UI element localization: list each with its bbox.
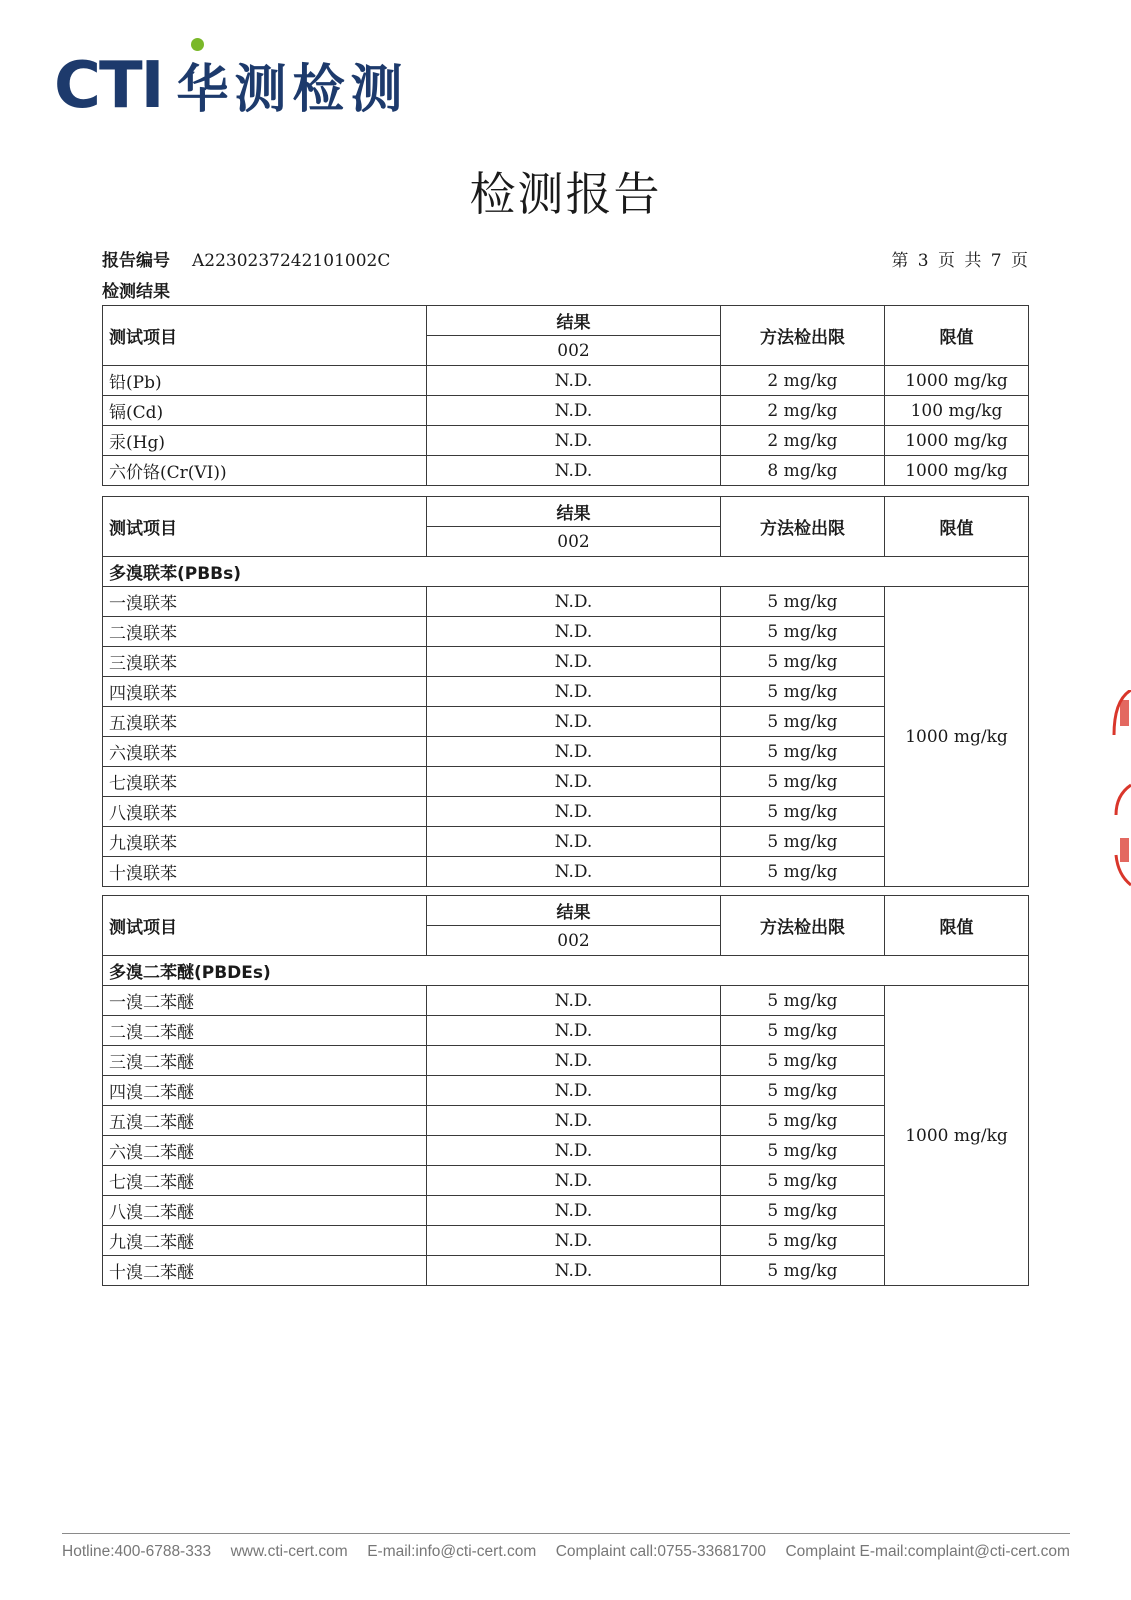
cell-result: N.D. [427,587,721,617]
header-result: 结果 [427,896,721,926]
cell-mdl: 5 mg/kg [721,587,885,617]
cell-mdl: 5 mg/kg [721,737,885,767]
cell-limit: 100 mg/kg [885,396,1029,426]
cell-limit: 1000 mg/kg [885,366,1029,396]
cell-mdl: 2 mg/kg [721,366,885,396]
cell-result: N.D. [427,737,721,767]
cell-item: 三溴二苯醚 [103,1046,427,1076]
results-table-pbdes [102,895,1029,1286]
table-row [103,396,1029,426]
header-item: 测试项目 [103,497,427,557]
cell-result: N.D. [427,1196,721,1226]
cell-mdl: 5 mg/kg [721,1256,885,1286]
cell-item: 四溴二苯醚 [103,1076,427,1106]
header-result: 结果 [427,306,721,336]
header-sample-id: 002 [427,527,721,557]
cell-mdl: 5 mg/kg [721,1136,885,1166]
footer-complaint-email[interactable]: Complaint E-mail:complaint@cti-cert.com [785,1543,1070,1560]
footer-divider [62,1533,1070,1534]
cell-result: N.D. [427,617,721,647]
header-result: 结果 [427,497,721,527]
table-header-row [103,896,1029,926]
header-limit: 限值 [885,896,1029,956]
cell-item: 二溴二苯醚 [103,1016,427,1046]
cell-result: N.D. [427,1256,721,1286]
group-label-pbdes: 多溴二苯醚(PBDEs) [103,956,1029,986]
cell-result: N.D. [427,426,721,456]
table-header-row [103,306,1029,336]
company-logo [54,42,409,123]
cell-result: N.D. [427,797,721,827]
header-mdl: 方法检出限 [721,497,885,557]
footer-website[interactable]: www.cti-cert.com [230,1543,348,1560]
report-no-value: A2230237242101002C [192,251,391,271]
results-table-pbbs [102,496,1029,887]
cell-item: 一溴联苯 [103,587,427,617]
cell-mdl: 2 mg/kg [721,426,885,456]
cell-limit-merged: 1000 mg/kg [885,587,1029,887]
report-no-label: 报告编号 [102,251,170,271]
cell-mdl: 5 mg/kg [721,1166,885,1196]
group-label-pbbs: 多溴联苯(PBBs) [103,557,1029,587]
cell-mdl: 5 mg/kg [721,1106,885,1136]
cell-result: N.D. [427,456,721,486]
cell-item: 九溴联苯 [103,827,427,857]
cell-mdl: 5 mg/kg [721,1016,885,1046]
cell-item: 三溴联苯 [103,647,427,677]
group-row [103,956,1029,986]
cell-mdl: 5 mg/kg [721,1046,885,1076]
header-mdl: 方法检出限 [721,896,885,956]
cell-result: N.D. [427,1226,721,1256]
logo-cti-text: CTI [54,49,163,123]
footer [62,1543,1070,1561]
cell-item: 七溴联苯 [103,767,427,797]
cell-item: 镉(Cd) [103,396,427,426]
footer-complaint-call: Complaint call:0755-33681700 [555,1543,766,1560]
cell-result: N.D. [427,396,721,426]
logo-cn-text: 华测检测 [176,60,409,120]
cell-result: N.D. [427,767,721,797]
cell-item: 八溴联苯 [103,797,427,827]
cell-item: 五溴二苯醚 [103,1106,427,1136]
footer-email[interactable]: E-mail:info@cti-cert.com [367,1543,537,1560]
cell-item: 六价铬(Cr(VI)) [103,456,427,486]
cell-result: N.D. [427,1046,721,1076]
header-sample-id: 002 [427,926,721,956]
cell-mdl: 5 mg/kg [721,617,885,647]
cell-mdl: 5 mg/kg [721,797,885,827]
cell-result: N.D. [427,707,721,737]
cell-item: 汞(Hg) [103,426,427,456]
cell-result: N.D. [427,986,721,1016]
page-number: 第 3 页 共 7 页 [891,251,1028,271]
header-mdl: 方法检出限 [721,306,885,366]
cell-item: 六溴联苯 [103,737,427,767]
table-row [103,456,1029,486]
cell-limit: 1000 mg/kg [885,456,1029,486]
cell-mdl: 5 mg/kg [721,986,885,1016]
table-header-row [103,497,1029,527]
header-limit: 限值 [885,306,1029,366]
cell-mdl: 5 mg/kg [721,857,885,887]
cell-mdl: 5 mg/kg [721,707,885,737]
table-row [103,587,1029,617]
section-title: 检测结果 [102,282,170,302]
cell-item: 九溴二苯醚 [103,1226,427,1256]
cell-item: 铅(Pb) [103,366,427,396]
cell-item: 七溴二苯醚 [103,1166,427,1196]
cell-result: N.D. [427,1016,721,1046]
cell-item: 八溴二苯醚 [103,1196,427,1226]
cell-item: 十溴二苯醚 [103,1256,427,1286]
table-row [103,426,1029,456]
cell-limit-merged: 1000 mg/kg [885,986,1029,1286]
cell-mdl: 5 mg/kg [721,677,885,707]
cell-mdl: 8 mg/kg [721,456,885,486]
cell-result: N.D. [427,827,721,857]
cell-result: N.D. [427,1166,721,1196]
cell-item: 一溴二苯醚 [103,986,427,1016]
group-row [103,557,1029,587]
header-sample-id: 002 [427,336,721,366]
cell-result: N.D. [427,857,721,887]
cell-mdl: 5 mg/kg [721,1196,885,1226]
cell-result: N.D. [427,647,721,677]
report-title: 检测报告 [469,167,662,221]
results-table-metals [102,305,1029,486]
cell-result: N.D. [427,1106,721,1136]
header-limit: 限值 [885,497,1029,557]
cell-mdl: 5 mg/kg [721,767,885,797]
cell-mdl: 5 mg/kg [721,827,885,857]
cell-item: 二溴联苯 [103,617,427,647]
cell-result: N.D. [427,366,721,396]
cell-mdl: 5 mg/kg [721,1076,885,1106]
header-item: 测试项目 [103,306,427,366]
cell-result: N.D. [427,1136,721,1166]
cell-item: 四溴联苯 [103,677,427,707]
cell-mdl: 5 mg/kg [721,647,885,677]
seal-stamp-icon [1112,690,1131,890]
footer-hotline: Hotline:400-6788-333 [62,1543,212,1560]
header-item: 测试项目 [103,896,427,956]
cell-mdl: 5 mg/kg [721,1226,885,1256]
cell-limit: 1000 mg/kg [885,426,1029,456]
cell-item: 五溴联苯 [103,707,427,737]
logo-dot-icon [191,38,204,51]
cell-result: N.D. [427,677,721,707]
table-row [103,986,1029,1016]
report-meta [102,246,1028,270]
cell-mdl: 2 mg/kg [721,396,885,426]
cell-result: N.D. [427,1076,721,1106]
cell-item: 六溴二苯醚 [103,1136,427,1166]
table-row [103,366,1029,396]
cell-item: 十溴联苯 [103,857,427,887]
